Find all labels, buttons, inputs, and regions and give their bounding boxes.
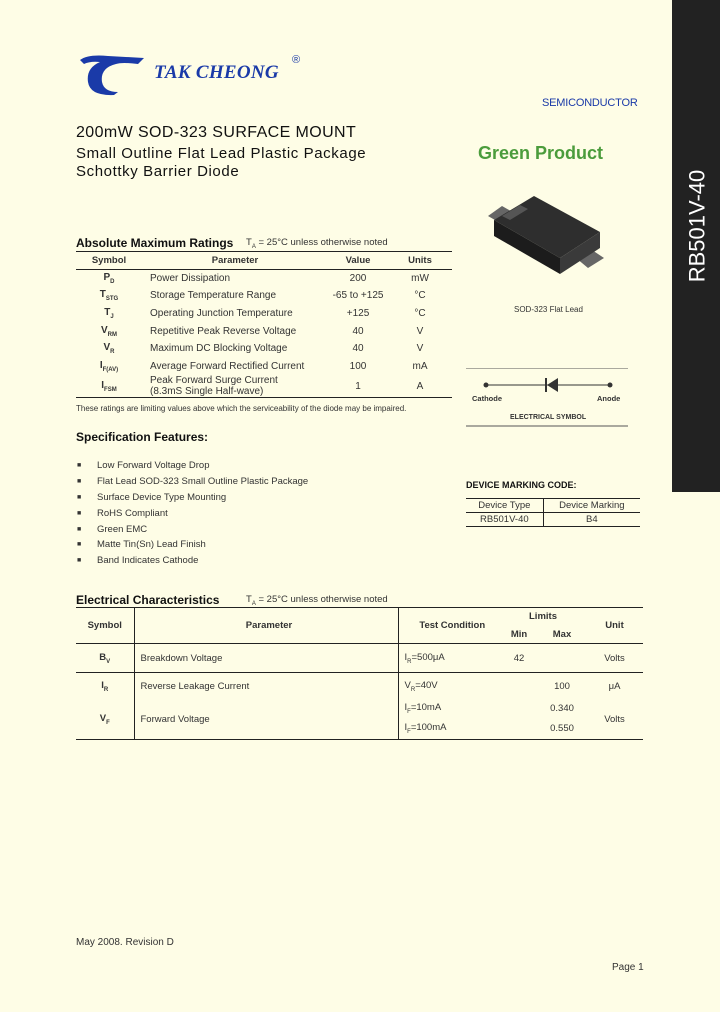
bullet-icon: ■	[77, 478, 82, 486]
tak-cheong-logo-icon	[78, 52, 148, 96]
list-item: ■ Surface Device Type Mounting	[77, 491, 227, 503]
semiconductor-label: SEMICONDUCTOR	[542, 97, 638, 109]
ec-title: Electrical Characteristics	[76, 593, 220, 607]
registered-mark: ®	[292, 54, 301, 66]
features-list	[77, 458, 308, 569]
bullet-icon: ■	[77, 525, 82, 533]
features-title: Specification Features:	[76, 430, 209, 444]
table-row: $V_F$ Forward Voltage $I_F=10mA$ 0.340 Volts	[76, 700, 643, 718]
table-row: $T_J$ Operating Junction Temperature +125 °C	[104, 306, 426, 320]
sod323-package-icon	[480, 186, 610, 286]
product-subtitle: Small Outline Flat Lead Plastic Package	[76, 145, 367, 162]
table-row: $B_V$ Breakdown Voltage $I_R=500\mu A$ 42 Volts	[76, 644, 643, 673]
product-title: 200mW SOD-323 SURFACE MOUNT	[76, 124, 357, 141]
table-row: Device Type Device Marking	[466, 499, 640, 513]
ec-subheader-row: Min Max	[76, 626, 643, 644]
electrical-characteristics-table	[76, 607, 643, 740]
amr-header-symbol: Symbol	[76, 252, 142, 270]
list-item: ■ Green EMC	[77, 523, 148, 535]
list-item: ■ RoHS Compliant	[77, 507, 168, 519]
list-item: ■ Low Forward Voltage Drop	[77, 460, 210, 472]
revision-date: May 2008. Revision D	[76, 937, 174, 948]
table-row: $V_{RM}$ Repetitive Peak Reverse Voltage 40 V	[100, 324, 424, 338]
table-row: RB501V-40 B4	[466, 513, 640, 527]
list-item: ■ Matte Tin(Sn) Lead Finish	[77, 539, 206, 551]
green-product-label: Green Product	[478, 143, 604, 163]
package-label: SOD-323 Flat Lead	[514, 305, 583, 314]
bullet-icon: ■	[77, 509, 82, 517]
bullet-icon: ■	[77, 557, 82, 565]
ec-header-row: Symbol Parameter Test Condition Limits Unit	[76, 608, 643, 626]
bullet-icon: ■	[77, 462, 82, 470]
bullet-icon: ■	[77, 541, 82, 549]
absolute-maximum-ratings-table	[76, 251, 452, 398]
table-row: $I_F=100mA$ 0.550	[76, 718, 643, 740]
marking-table	[466, 498, 640, 527]
list-item: ■ Band Indicates Cathode	[77, 555, 199, 567]
table-row: $I_R$ Reverse Leakage Current $V_R=40V$ 100 μA	[76, 673, 643, 700]
electrical-symbol-label: ELECTRICAL SYMBOL	[510, 414, 587, 421]
amr-title: Absolute Maximum Ratings	[76, 236, 234, 250]
table-row: $T_{STG}$ Storage Temperature Range -65 to +125 °C	[99, 289, 426, 303]
table-row: $P_D$ Power Dissipation 200 mW	[103, 272, 429, 286]
amr-header-parameter: Parameter	[142, 252, 328, 270]
anode-label: Anode	[597, 394, 621, 403]
list-item: ■ Flat Lead SOD-323 Small Outline Plastic Package	[77, 476, 309, 488]
amr-condition: $T_A = 25^\circ C$ unless otherwise noted	[246, 237, 388, 250]
table-row: $V_R$ Maximum DC Blocking Voltage 40 V	[103, 342, 424, 356]
bullet-icon: ■	[77, 493, 82, 501]
amr-header-value: Value	[328, 252, 388, 270]
side-tab-part-number: RB501V-40	[684, 169, 709, 283]
ratings-note: These ratings are limiting values above which the serviceability of the diode may be impaired.	[76, 404, 407, 413]
marking-title: DEVICE MARKING CODE:	[466, 480, 577, 490]
amr-header-row	[76, 252, 452, 270]
product-type: Schottky Barrier Diode	[76, 163, 240, 180]
cathode-label: Cathode	[472, 394, 502, 403]
ec-condition: $T_A = 25^\circ C$ unless otherwise noted	[246, 594, 388, 607]
page-number: Page 1	[612, 962, 644, 973]
table-row: $I_{FSM}$ Peak Forward Surge Current (8.3mS Single Half-wave) 1 A	[76, 375, 452, 398]
amr-header-units: Units	[388, 252, 452, 270]
brand-name: TAK CHEONG	[154, 62, 279, 83]
table-row: $I_{F(AV)}$ Average Forward Rectified Current 100 mA	[99, 359, 428, 373]
